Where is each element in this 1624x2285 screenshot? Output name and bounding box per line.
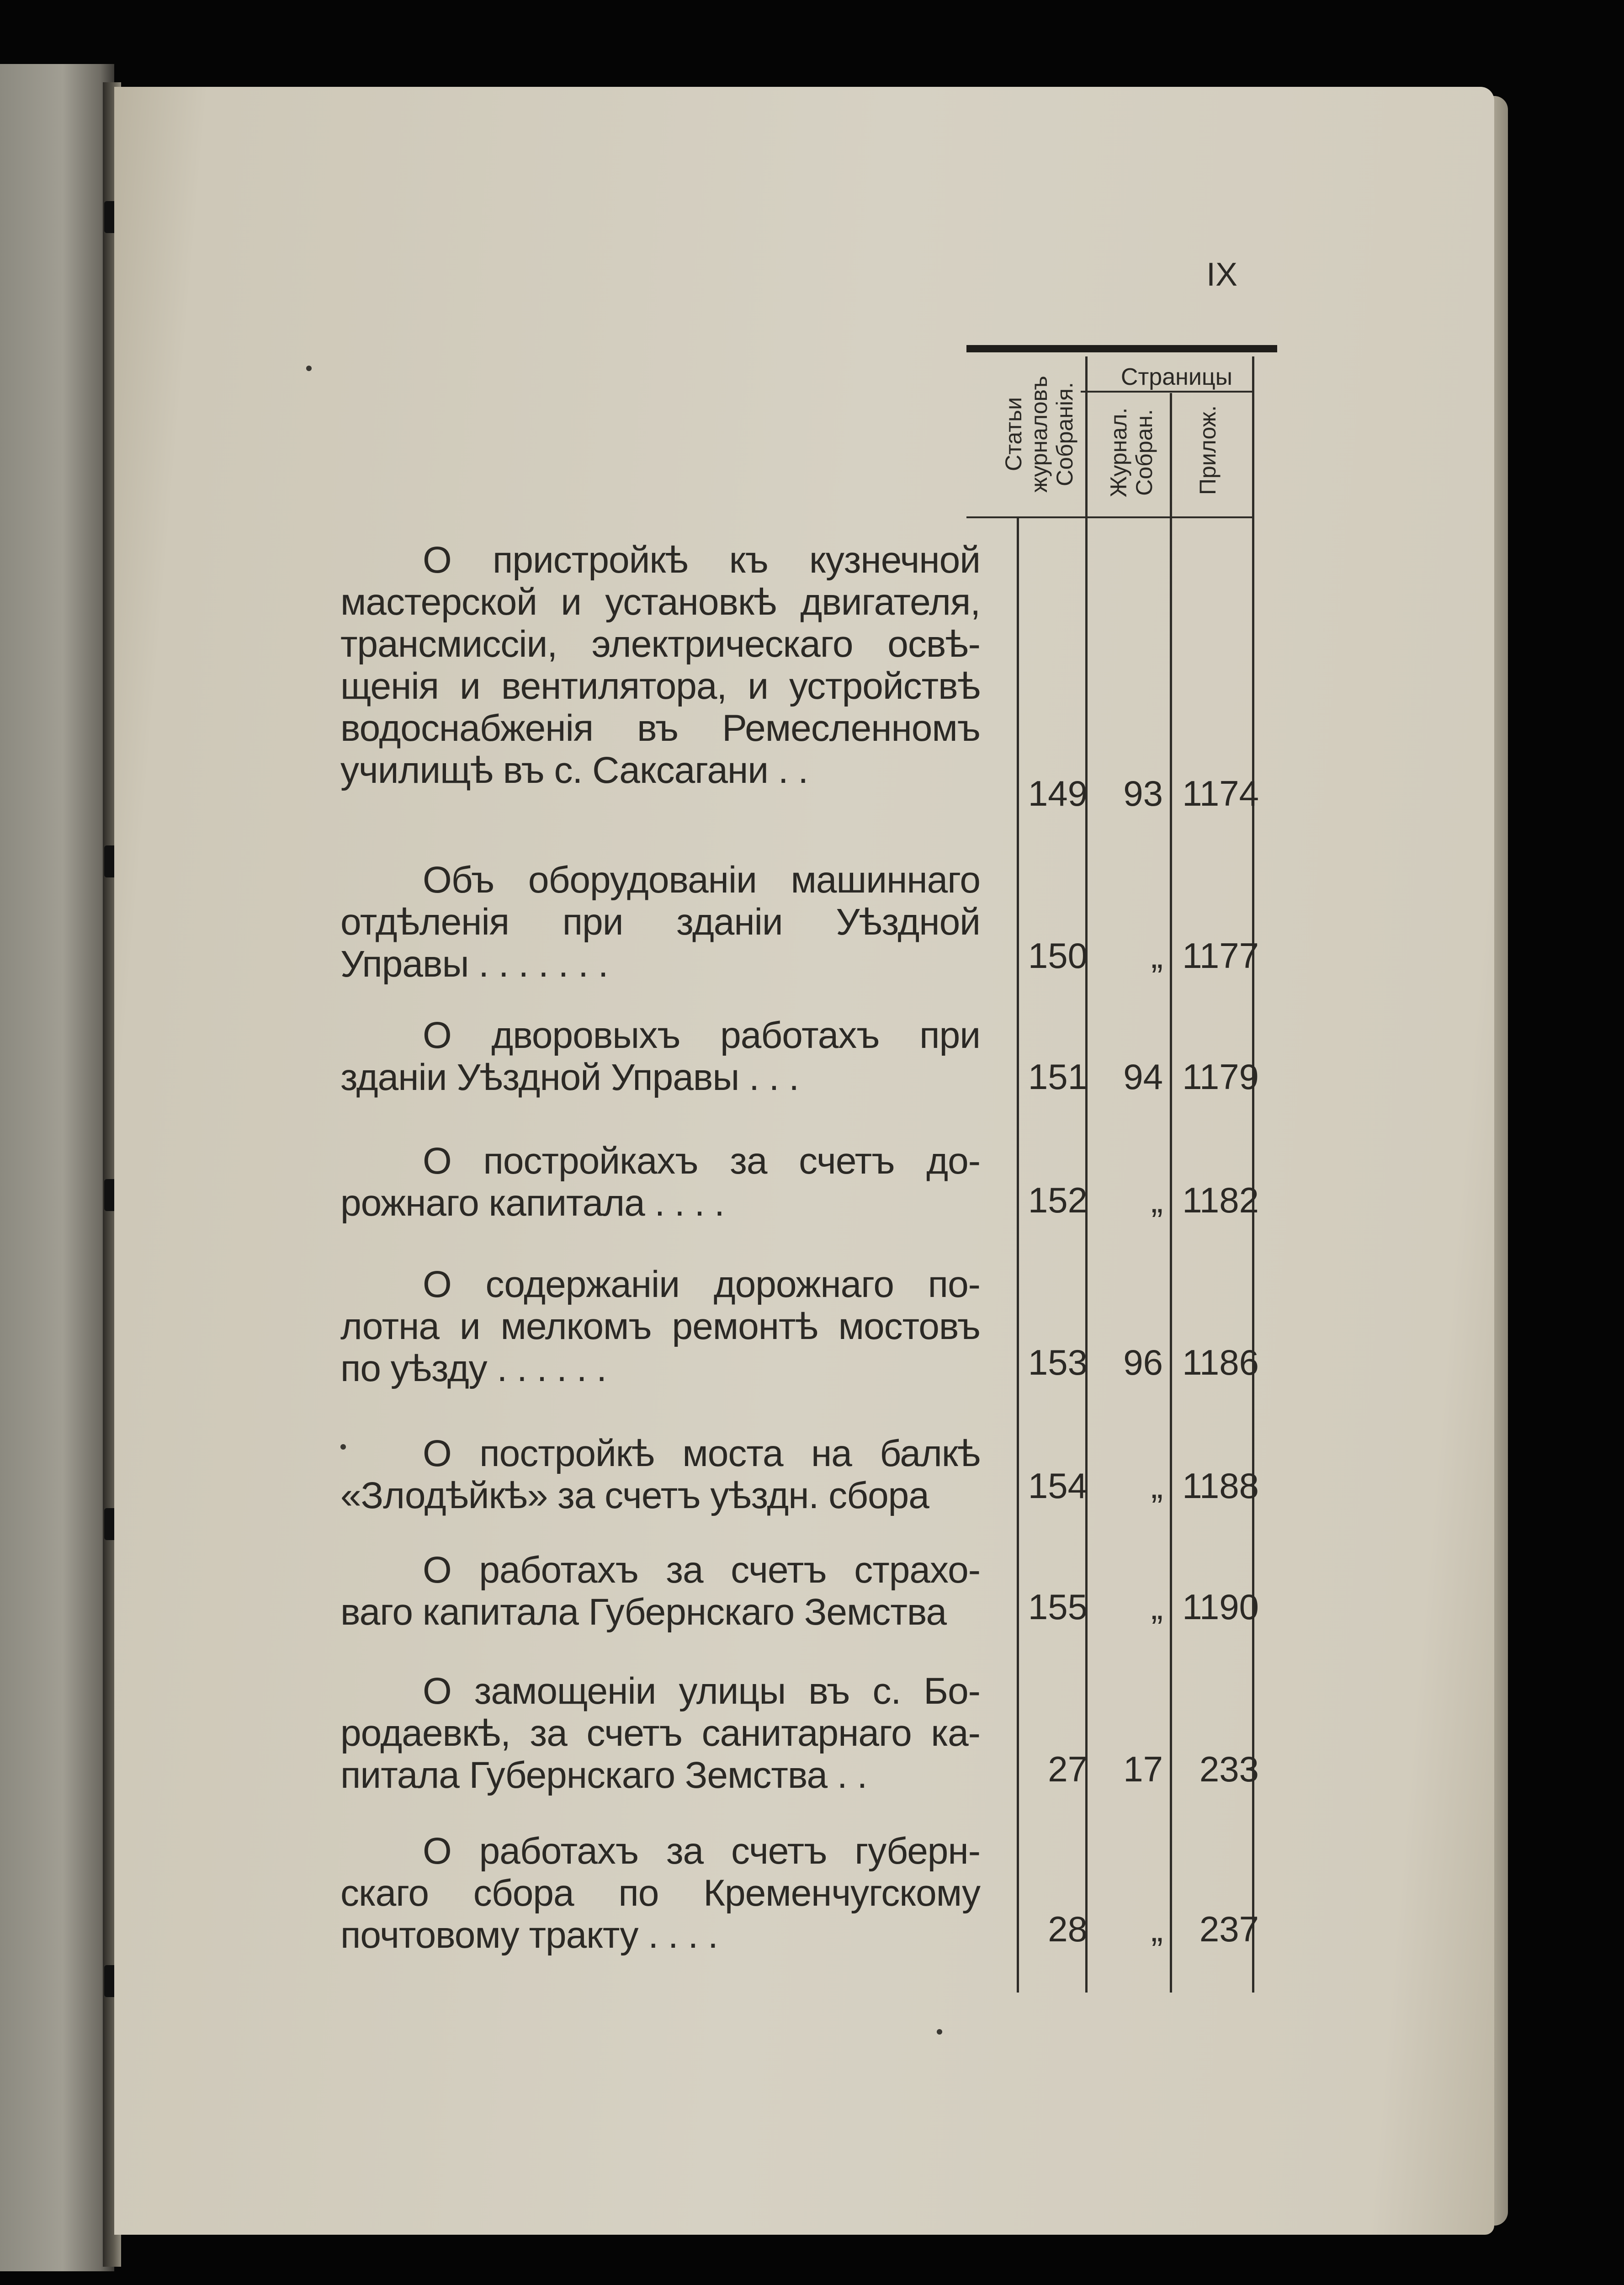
table-row [340,539,980,792]
entry-text-line: училищѣ въ с. Саксагани . . [340,749,808,791]
entry-text-line: О постройкѣ моста на балкѣ [423,1433,980,1474]
paper-speck [937,2029,942,2035]
table-row [340,1830,980,1956]
entry-text-line: «Злодѣйкѣ» за счетъ уѣздн. сбора [340,1475,929,1516]
article-number: 151 [1028,1057,1088,1097]
column-rule [1252,356,1254,1993]
entry-text-line: питала Губернскаго Земства . . [340,1754,867,1796]
entry-text-line: О работахъ за счетъ губерн- [423,1830,980,1872]
header-articles [1001,356,1077,512]
header-appendix: Прилож. [1195,405,1221,495]
appendix-page: 1190 [1182,1587,1259,1627]
journal-page: „ [1151,1909,1163,1949]
article-number: 28 [1048,1909,1088,1949]
entry-text-line: водоснабженія въ Ремесленномъ [340,707,980,749]
table-row [340,1015,980,1099]
entry-text-line: лотна и мелкомъ ремонтѣ мостовъ [340,1306,980,1347]
header-journal-line: Собран. [1131,409,1157,496]
entry-text-line: О пристройкѣ къ кузнечной [423,539,980,581]
journal-page: „ [1151,1466,1163,1506]
entry-text-line: Объ оборудованіи машиннаго [423,859,980,901]
journal-page: „ [1151,1587,1163,1627]
table-row [340,1433,980,1517]
book-cover-board [0,64,114,2271]
paper-speck [306,366,312,371]
entry-text-line: рожнаго капитала . . . . [340,1182,724,1224]
paper-speck [340,1444,346,1450]
entry-text-line: почтовому тракту . . . . [340,1914,718,1956]
entry-text-line: О работахъ за счетъ страхо- [423,1549,980,1591]
journal-page: „ [1151,935,1163,976]
appendix-page: 233 [1199,1749,1259,1789]
article-number: 155 [1028,1587,1088,1627]
appendix-page: 1188 [1182,1466,1259,1506]
entry-text-line: О содержаніи дорожнаго по- [423,1264,980,1305]
entry-text-line: трансмиссіи, электрическаго освѣ- [340,623,980,665]
table-row [340,1670,980,1796]
entry-text-line: мастерской и установкѣ двигателя, [340,581,980,623]
entry-text-line: скаго сбора по Кременчугскому [340,1872,980,1914]
article-number: 150 [1028,935,1088,976]
entry-text-line: по уѣзду . . . . . . [340,1348,607,1389]
header-group-rule [1081,391,1252,393]
table-row [340,859,980,985]
appendix-page: 1186 [1182,1342,1259,1382]
header-articles-line: журналовъ [1026,376,1052,493]
entry-text-line: Управы . . . . . . . [340,943,608,985]
article-number: 152 [1028,1180,1088,1220]
header-journal [1106,393,1157,512]
appendix-page: 237 [1199,1909,1259,1949]
header-pages-group: Страницы [1120,364,1233,390]
entry-text-line: ваго капитала Губернскаго Земства [340,1591,947,1633]
page-number: IX [1206,256,1238,293]
table-row [340,1140,980,1224]
appendix-page: 1174 [1182,773,1259,813]
journal-page: „ [1151,1180,1163,1220]
column-rule [1085,356,1088,1993]
header-bottom-rule [966,516,1252,518]
table-row [340,1549,980,1633]
entry-text-line: О дворовыхъ работахъ при [423,1015,980,1056]
appendix-page: 1177 [1182,935,1259,976]
appendix-page: 1182 [1182,1180,1259,1220]
appendix-page: 1179 [1182,1057,1259,1097]
entry-text-line: родаевкѣ, за счетъ санитарнаго ка- [340,1712,980,1754]
entry-text-line: отдѣленія при зданіи Уѣздной [340,901,980,943]
article-number: 154 [1028,1466,1088,1506]
entry-text-line: О замощеніи улицы въ с. Бо- [423,1670,980,1712]
header-journal-line: Журнал. [1106,407,1131,498]
entry-text-line: зданіи Уѣздной Управы . . . [340,1057,799,1098]
header-articles-line: Собранія. [1052,382,1077,486]
article-number: 27 [1048,1749,1088,1789]
table-row [340,1264,980,1390]
journal-page: 93 [1123,773,1163,813]
journal-page: 94 [1123,1057,1163,1097]
article-number: 149 [1028,773,1088,813]
entry-text-line: щенія и вентилятора, и устройствѣ [340,665,980,707]
header-articles-line: Статьи [1001,397,1026,472]
entry-text-line: О постройкахъ за счетъ до- [423,1140,980,1182]
table-top-rule [966,345,1277,352]
journal-page: 96 [1123,1342,1163,1382]
journal-page: 17 [1123,1749,1163,1789]
article-number: 153 [1028,1342,1088,1382]
